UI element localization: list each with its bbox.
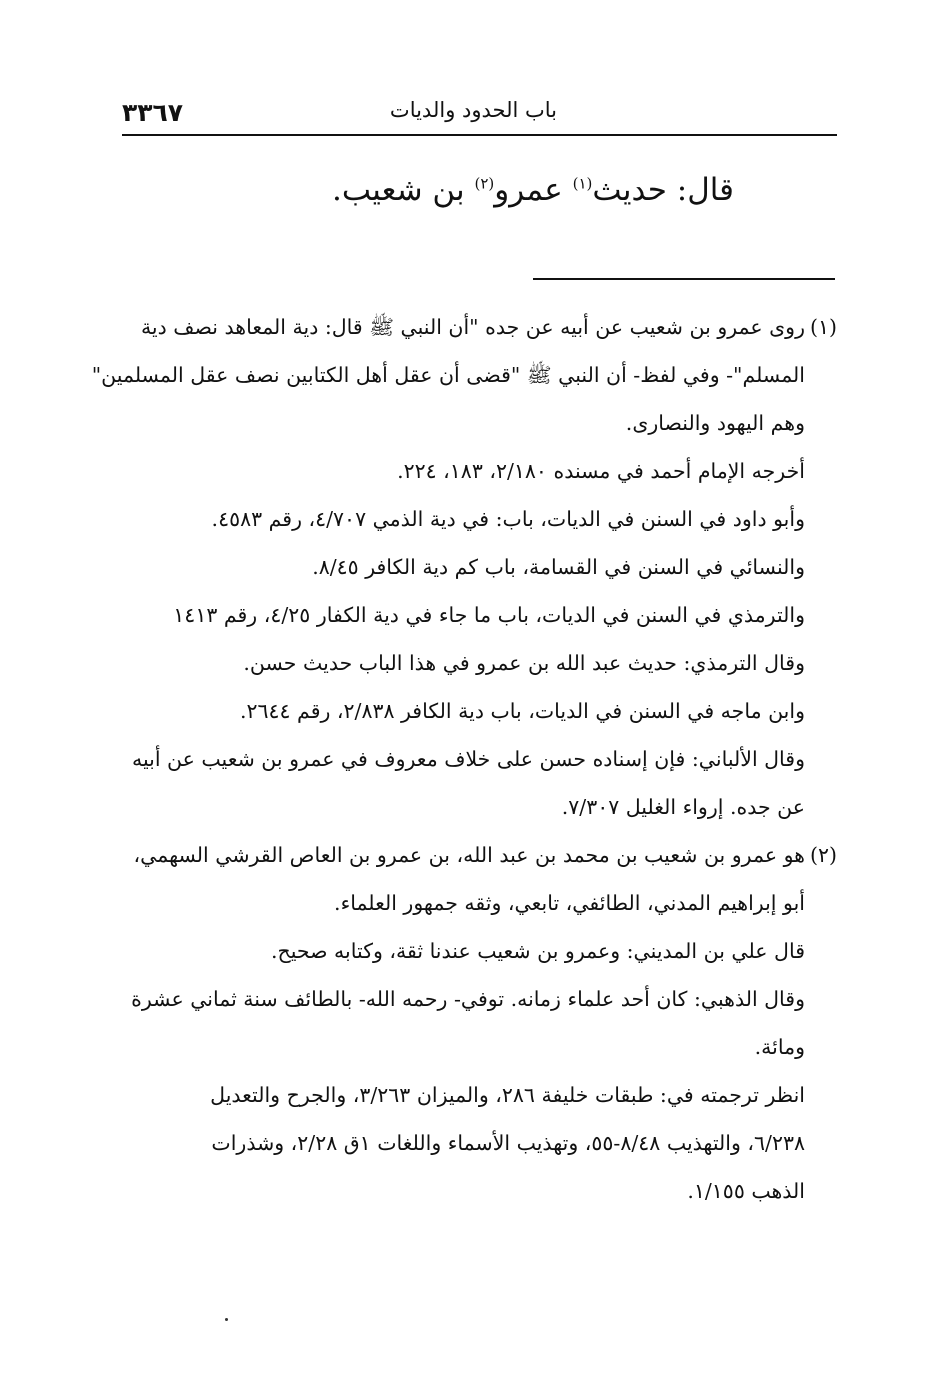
running-title: باب الحدود والديات [389,98,557,122]
footnote-text: روى عمرو بن شعيب عن أبيه عن جده "أن النبي ﷺ قال: دية المعاهد نصف دية [140,315,805,339]
footnote-1-line: أخرجه الإمام أحمد في مسنده ٢/١٨٠، ١٨٣، ٢٢٤. [397,459,805,483]
footnote-1-line [122,303,837,351]
footnote-2-line: وقال الذهبي: كان أحد علماء زمانه. توفي- رحمه الله- بالطائف سنة ثماني عشرة [131,987,805,1011]
page-number: ٣٣٦٧ [122,98,184,127]
footnote-2-line [122,831,837,879]
footnote-text: هو عمرو بن شعيب بن محمد بن عبد الله، بن عمرو بن العاص القرشي السهمي، [133,843,805,867]
main-text-line [332,172,734,208]
footnote-1-line: وابن ماجه في السنن في الديات، باب دية الكافر ٢/٨٣٨، رقم ٢٦٤٤. [239,699,805,723]
footnote-2-line: ومائة. [754,1035,805,1059]
footnote-1-line: عن جده. إرواء الغليل ٧/٣٠٧. [561,795,805,819]
footnote-2-mark: (٢) [809,843,837,867]
scan-speck [225,1318,228,1321]
footnote-1-mark: (١) [809,315,837,339]
footnote-1-line: المسلم"- وفي لفظ- أن النبي ﷺ "قضى أن عقل أهل الكتابين نصف عقل المسلمين" [91,363,805,387]
footnote-2-line: ٦/٢٣٨، والتهذيب ٨/٤٨-٥٥، وتهذيب الأسماء واللغات ١ق ٢/٢٨، وشذرات [211,1131,805,1155]
footnote-2-line: قال علي بن المديني: وعمرو بن شعيب عندنا ثقة، وكتابه صحيح. [270,939,805,963]
footnote-separator [533,278,835,280]
footnote-1-line: وأبو داود في السنن في الديات، باب: في دية الذمي ٤/٧٠٧، رقم ٤٥٨٣. [211,507,805,531]
footnote-1-line: وقال الألباني: فإن إسناده حسن على خلاف معروف في عمرو بن شعيب عن أبيه [131,747,805,771]
page-header [122,92,837,138]
footnote-2-line: انظر ترجمته في: طبقات خليفة ٢٨٦، والميزان ٣/٢٦٣، والجرح والتعديل [210,1083,805,1107]
footnotes [91,303,837,1215]
footnote-ref-1: (١) [572,174,593,193]
footnote-2-line: أبو إبراهيم المدني، الطائفي، تابعي، وثقه جمهور العلماء. [334,891,805,915]
footnote-1-line: والترمذي في السنن في الديات، باب ما جاء في دية الكفار ٤/٢٥، رقم ١٤١٣ [173,603,805,627]
footnote-1-line: وهم اليهود والنصارى. [625,411,805,435]
footnote-ref-2: (٢) [474,174,495,193]
main-text-start: قال: حديث [592,172,734,208]
header-divider [122,134,837,136]
footnote-2-line: الذهب ١/١٥٥. [687,1179,805,1203]
main-text-end: بن شعيب. [331,172,475,208]
main-text-word: عمرو [494,172,573,208]
footnote-1-line: وقال الترمذي: حديث عبد الله بن عمرو في هذا الباب حديث حسن. [243,651,805,675]
footnote-1-line: والنسائي في السنن في القسامة، باب كم دية الكافر ٨/٤٥. [312,555,805,579]
